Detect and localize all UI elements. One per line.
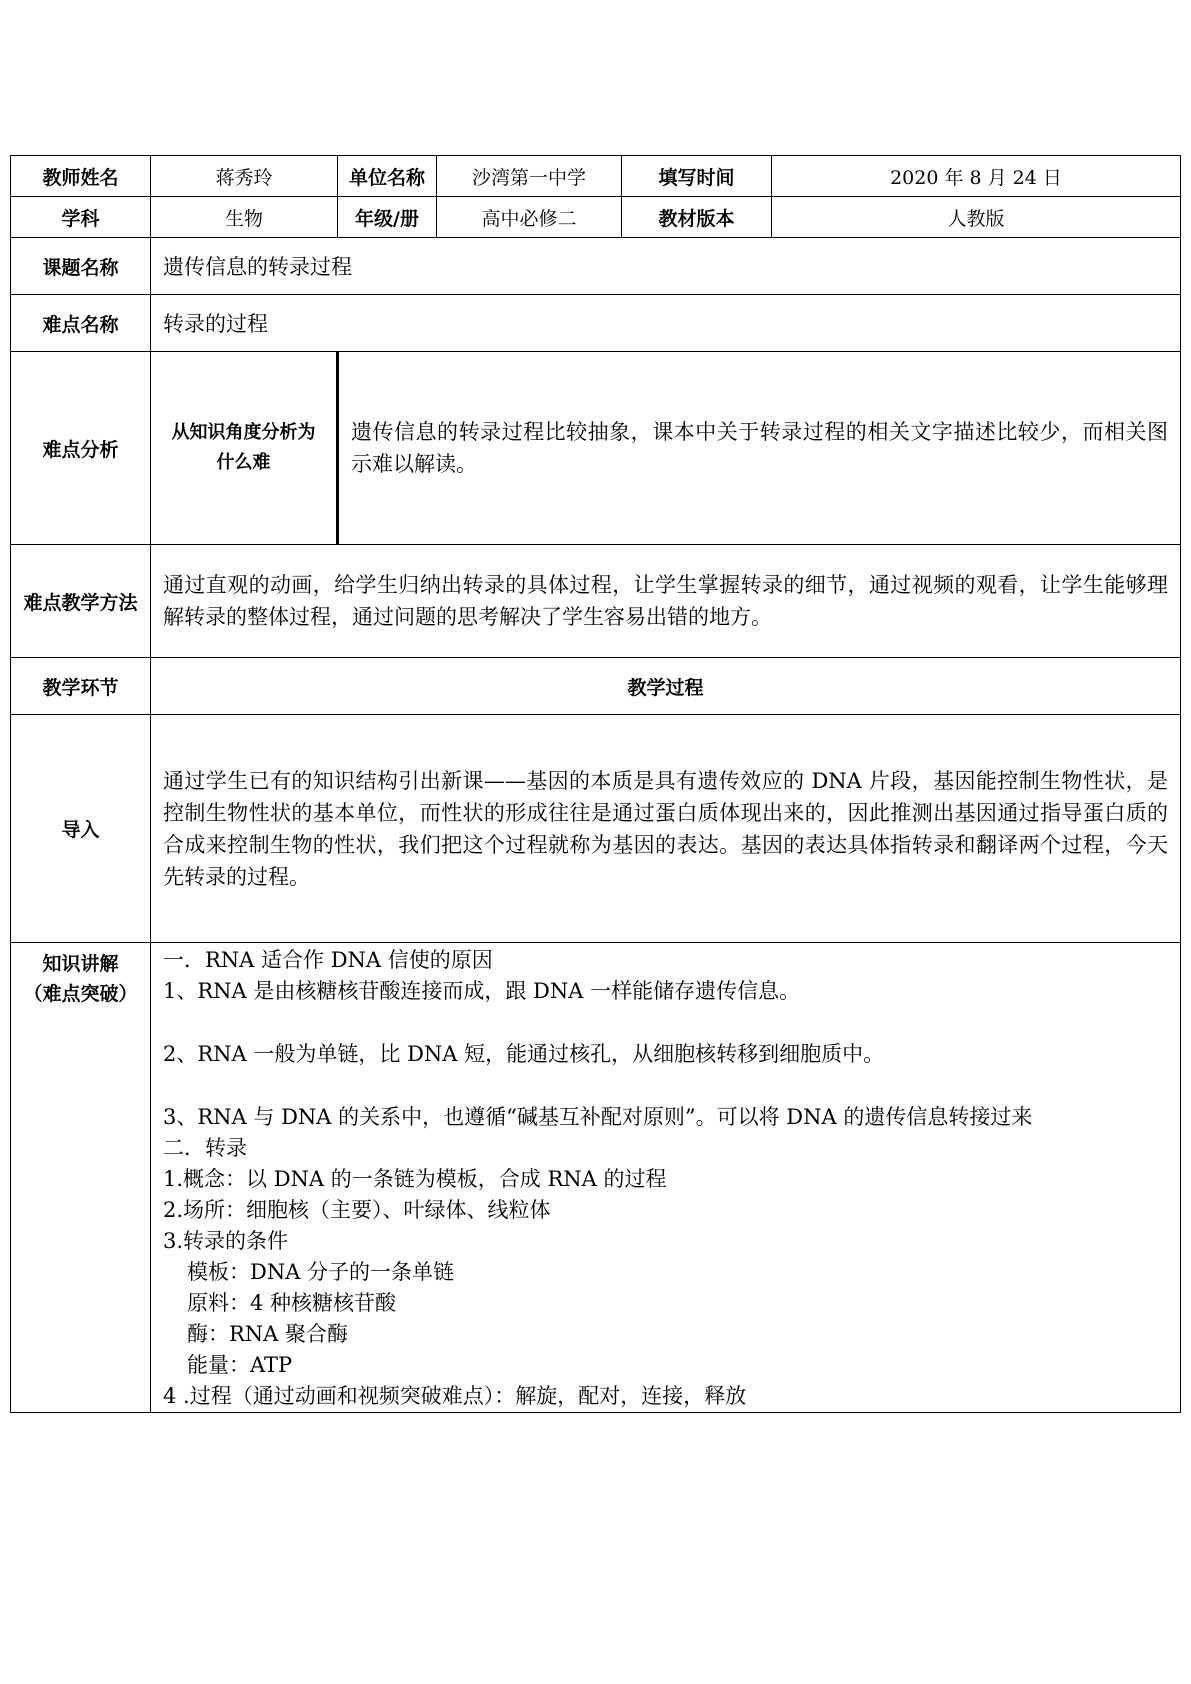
- process-label: 教学过程: [151, 658, 1181, 715]
- knowledge-line-3: 2、RNA 一般为单链，比 DNA 短，能通过核孔，从细胞核转移到细胞质中。: [163, 1042, 885, 1066]
- topic-value: 遗传信息的转录过程: [151, 238, 1181, 295]
- knowledge-line-6: 1.概念：以 DNA 的一条链为模板，合成 RNA 的过程: [163, 1167, 667, 1191]
- analysis-text: 遗传信息的转录过程比较抽象，课本中关于转录过程的相关文字描述比较少，而相关图示难以解读。: [338, 352, 1181, 545]
- knowledge-line-9: 模板：DNA 分子的一条单链: [187, 1260, 455, 1284]
- knowledge-label-line-1: 知识讲解: [42, 953, 119, 975]
- unit-name: 沙湾第一中学: [437, 156, 622, 197]
- knowledge-line-4: 3、RNA 与 DNA 的关系中，也遵循“碱基互补配对原则”。可以将 DNA 的遗传信息转接过来: [163, 1105, 1033, 1129]
- method-text: 通过直观的动画，给学生归纳出转录的具体过程，让学生掌握转录的细节，通过视频的观看，让学生能够理解转录的整体过程，通过问题的思考解决了学生容易出错的地方。: [151, 545, 1181, 658]
- knowledge-spacer: [163, 1070, 1168, 1102]
- knowledge-line-2: 1、RNA 是由核糖核苷酸连接而成，跟 DNA 一样能储存遗传信息。: [163, 979, 801, 1003]
- header-row-2: [11, 197, 1181, 238]
- edition-value: 人教版: [772, 197, 1181, 238]
- topic-label: 课题名称: [11, 238, 151, 295]
- edition-label: 教材版本: [622, 197, 772, 238]
- process-header-row: [11, 658, 1181, 715]
- method-label: 难点教学方法: [11, 545, 151, 658]
- knowledge-line-1: 一．RNA 适合作 DNA 信使的原因: [163, 948, 493, 972]
- topic-row: [11, 238, 1181, 295]
- stage-label: 教学环节: [11, 658, 151, 715]
- grade-label: 年级/册: [338, 197, 437, 238]
- grade-value: 高中必修二: [437, 197, 622, 238]
- intro-label: 导入: [11, 715, 151, 943]
- header-row-1: [11, 156, 1181, 197]
- knowledge-line-5: 二．转录: [163, 1136, 247, 1160]
- fill-date: 2020 年 8 月 24 日: [772, 156, 1181, 197]
- knowledge-line-7: 2.场所：细胞核（主要）、叶绿体、线粒体: [163, 1198, 551, 1222]
- analysis-label: 难点分析: [11, 352, 151, 545]
- knowledge-row: [11, 943, 1181, 1413]
- analysis-row: [11, 352, 1181, 545]
- date-label: 填写时间: [622, 156, 772, 197]
- knowledge-label-line-2: （难点突破）: [23, 983, 138, 1005]
- knowledge-line-8: 3.转录的条件: [163, 1229, 289, 1253]
- method-row: [11, 545, 1181, 658]
- difficulty-value: 转录的过程: [151, 295, 1181, 352]
- intro-text: 通过学生已有的知识结构引出新课——基因的本质是具有遗传效应的 DNA 片段，基因能控制生物性状，是控制生物性状的基本单位，而性状的形成往往是通过蛋白质体现出来的，因此推测出基因通过指导蛋白质的合成来控制生物的性状，我们把这个过程就称为基因的表达。基因的表达具体指转录和翻译两个过程，今天先转录的过程。: [151, 715, 1181, 943]
- knowledge-label: [11, 943, 151, 1413]
- intro-row: [11, 715, 1181, 943]
- analysis-sub-label: 从知识角度分析为什么难: [151, 352, 338, 545]
- lesson-plan-sheet: [10, 155, 1180, 1413]
- difficulty-row: [11, 295, 1181, 352]
- subject-value: 生物: [151, 197, 338, 238]
- teacher-name: 蒋秀玲: [151, 156, 338, 197]
- knowledge-line-11: 酶：RNA 聚合酶: [187, 1322, 349, 1346]
- difficulty-label: 难点名称: [11, 295, 151, 352]
- lesson-plan-table: [10, 155, 1181, 1413]
- knowledge-spacer: [163, 1007, 1168, 1039]
- unit-label: 单位名称: [338, 156, 437, 197]
- knowledge-content: [151, 943, 1181, 1413]
- knowledge-line-13: 4 .过程（通过动画和视频突破难点）：解旋，配对，连接，释放: [163, 1384, 747, 1408]
- teacher-label: 教师姓名: [11, 156, 151, 197]
- knowledge-line-12: 能量：ATP: [187, 1353, 293, 1377]
- knowledge-line-10: 原料：4 种核糖核苷酸: [187, 1291, 397, 1315]
- subject-label: 学科: [11, 197, 151, 238]
